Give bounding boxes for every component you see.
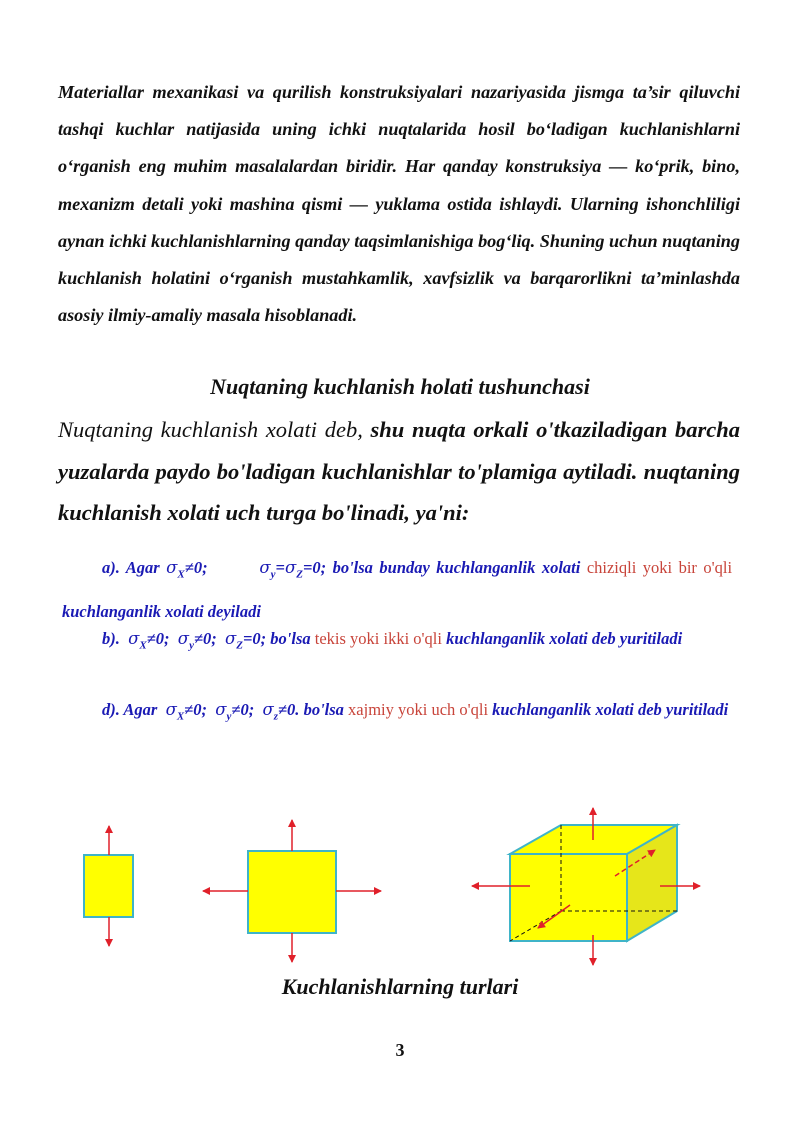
case-d-prefix: d). Agar [102,700,158,719]
sigma-symbol: σ [259,558,271,577]
definition-rest: shu nuqta orkali o'tkaziladigan barcha yuzalarda paydo bo'ladigan kuchlanishlar to'plamiga aytiladi. nuqtaning kuchlanish xolati uch turga bo'linadi, ya'ni: [58,417,741,525]
subscript: Z [236,639,244,652]
condition: =0; [243,629,267,648]
condition: ≠0; [193,629,217,648]
cube-front-face [510,854,627,941]
condition: =0; [302,558,327,577]
figure-caption: Kuchlanishlarning turlari [281,974,519,999]
subscript: y [189,639,194,652]
condition: ≠0; [184,700,207,719]
condition: ≠0; [184,558,208,577]
case-b [62,620,732,664]
condition: ≠0; [231,700,255,719]
section-heading: Nuqtaning kuchlanish holati tushunchasi [210,374,590,399]
page-number: 3 [395,1040,405,1060]
case-a-prefix: a). Agar [102,558,160,577]
case-a-mid: bo'lsa bunday kuchlanganlik xolati [332,558,581,577]
subscript: z [273,710,278,723]
subscript: X [177,568,185,581]
condition: ≠0. [278,700,300,719]
sigma-symbol: σ [284,558,297,577]
subscript: y [270,568,276,581]
definition-paragraph [58,409,740,534]
subscript: X [176,710,185,723]
sigma-symbol: σ [215,700,227,719]
case-b-mid: bo'lsa [270,629,311,648]
case-b-type: tekis yoki ikki o'qli [314,629,442,648]
biaxial-stress-diagram [203,820,381,962]
sigma-symbol: σ [225,629,237,648]
equals-sign: = [275,558,285,577]
triaxial-stress-diagram [472,808,700,965]
element-rect [248,851,336,933]
case-a [62,549,732,630]
case-d-type: xajmiy yoki uch o'qli [348,700,489,719]
case-a-type: chiziqli yoki bir o'qli [586,558,733,577]
stress-states-figure [0,800,800,970]
sigma-symbol: σ [166,558,178,577]
subscript: Z [296,568,303,581]
subscript: y [226,710,232,723]
case-b-prefix: b). [102,629,120,648]
subscript: X [139,639,147,652]
sigma-symbol: σ [128,629,140,648]
case-d-mid: bo'lsa [303,700,344,719]
condition: ≠0; [146,629,170,648]
sigma-symbol: σ [165,700,177,719]
case-a-tail: kuchlanganlik xolati deyiladi [62,602,261,622]
sigma-symbol: σ [177,629,190,648]
intro-paragraph: Materiallar mexanikasi va qurilish konstruksiyalari nazariyasida jismga ta’sir qiluvchi tashqi kuchlar natijasida uning ichki nuqtalarida hosil bo‘ladigan kuchlanishlarni o‘rganish eng muhim masalalardan biridir. Har qanday konstruksiya — ko‘prik, bino, mexanizm detali yoki mashina qismi — yuklama ostida ishlaydi. Ularning ishonchliligi aynan ichki kuchlanishlarning qanday taqsimlanishiga bog‘liq. Shuning uchun nuqtaning kuchlanish holatini o‘rganish mustahkamlik, xavfsizlik va barqarorlikni ta’minlashda asosiy ilmiy-amaliy masala hisoblanadi. [58,82,740,326]
case-d-tail: kuchlanganlik xolati deb yuritiladi [492,700,729,719]
case-d [62,691,732,735]
case-b-tail: kuchlanganlik xolati deb yuritiladi [446,629,683,648]
element-rect [84,855,133,917]
definition-lead: Nuqtaning kuchlanish xolati deb, [58,417,363,442]
sigma-symbol: σ [262,700,274,719]
uniaxial-stress-diagram [84,826,133,946]
